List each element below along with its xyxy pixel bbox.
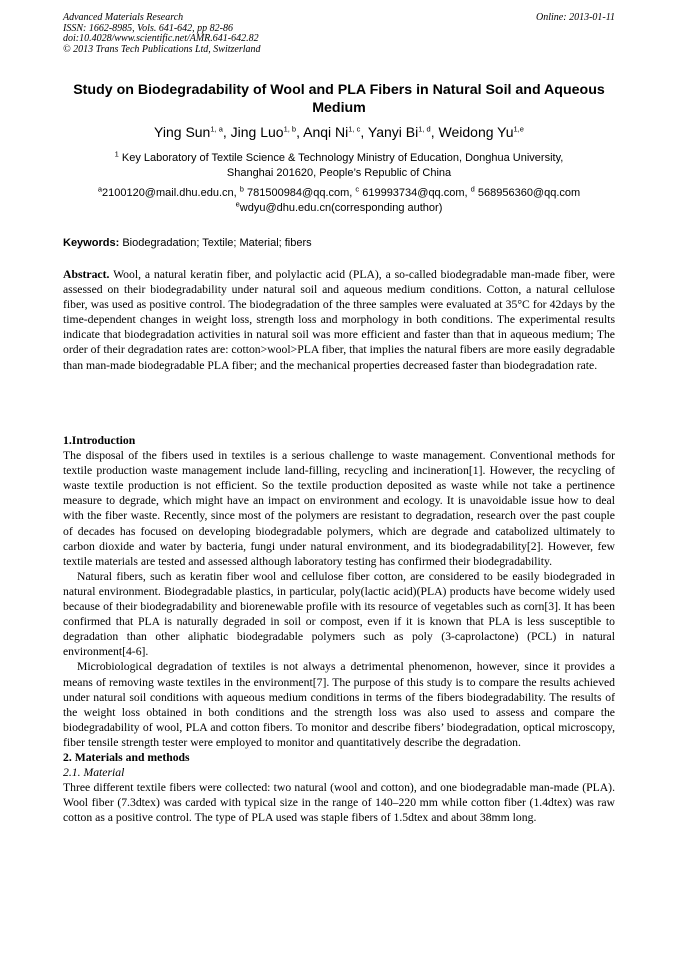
section-heading: 1.Introduction	[63, 434, 136, 447]
author: Weidong Yu$^{1,e}$	[438, 124, 524, 140]
section-heading: 2. Materials and methods	[63, 750, 190, 764]
paragraph: Microbiological degradation of textiles is not always a detrimental phenomenon, however, since it provides a means of removing waste textiles in the environment[7]. The purpose of this study is to compare the results achieved under natural soil conditions with aqueous medium conditions in terms of the fibers biodegradability. The results of the weight loss obtained in both conditions and the strength loss was also used to assess and compare the biodegradability of wool, PLA and cotton fibers. To monitor and describe fibers’ biodegradation, optical microscopy, fiber tensile strength tester were employed to monitor and quantitatively describe the degradation.	[63, 660, 615, 749]
paragraph: Natural fibers, such as keratin fiber wool and cellulose fiber cotton, are considered to be easily biodegraded in natural environment. Biodegradable plastics, in particular, poly(lactic acid)(PLA) products have become widely used because of their biodegradability and biorenewable profile with its resource of vegetables such as corn[3]. It has been confirmed that PLA is naturally degraded in soil or compost, even if it is known that PLA is less susceptible to degradation than other aliphatic biodegradable polymers such as poly (3-caprolactone) (PCL) in natural environment[4-6].	[63, 569, 615, 659]
email: 2100120@mail.dhu.edu.cn,	[101, 187, 240, 199]
email: 781500984@qq.com,	[246, 187, 356, 199]
affiliation: $^1$ Key Laboratory of Textile Science & Technology Ministry of Education, Donghua University, Shanghai 201620, People’s Republic of China	[114, 149, 564, 179]
email: 568956360@qq.com	[477, 187, 581, 199]
journal-name: Advanced Materials Research	[63, 12, 184, 23]
journal-header	[63, 13, 261, 55]
author: Jing Luo$^{1, b}$,	[230, 124, 304, 140]
main-text	[63, 433, 615, 825]
copyright-line: © 2013 Trans Tech Publications Ltd, Switzerland	[63, 43, 261, 55]
online-date: Online: 2013-01-11	[536, 12, 615, 23]
keywords	[63, 236, 615, 250]
keywords-text: Biodegradation; Textile; Material; fibers	[122, 237, 312, 249]
email-list: $^a$2100120@mail.dhu.edu.cn, $^b$ 781500984@qq.com, $^c$ 619993734@qq.com, $^d$ 568956360@qq.com $^e$wdyu@dhu.edu.cn(corresponding author)	[97, 184, 581, 214]
author: Yanyi Bi$^{1, d}$,	[367, 124, 439, 140]
author: Ying Sun$^{1, a}$,	[154, 124, 231, 140]
paper-title: Study on Biodegradability of Wool and PLA Fibers in Natural Soil and Aqueous Medium	[73, 82, 605, 116]
issn-line: ISSN: 1662-8985, Vols. 641-642, pp 82-86	[63, 22, 233, 34]
keywords-label: Keywords:	[63, 237, 120, 249]
abstract	[63, 267, 615, 373]
abstract-label: Abstract.	[63, 268, 110, 281]
email: 619993734@qq.com,	[362, 187, 471, 199]
doi-line[interactable]: doi:10.4028/www.scientific.net/AMR.641-642.82	[63, 33, 259, 44]
subsection-heading: 2.1. Material	[63, 766, 125, 780]
paragraph: Three different textile fibers were collected: two natural (wool and cotton), and one biodegradable man-made (PLA). Wool fiber (7.3dtex) was carded with typical size in the range of 140–220 mm while cotton fiber (1.4dtex) was raw cotton as a positive control. The type of PLA used was staple fibers of 1.5dtex and about 38mm long.	[63, 781, 615, 825]
paragraph: The disposal of the fibers used in textiles is a serious challenge to waste management. Conventional methods for textile production waste management include land-filling, recycling and incineration[1]. However, the recycling of waste textile production is not efficient. So the textile production deposited as waste while not take a pertinence measure to degrade, which might have an impact on environment and ecology. It is unavoidable issue how to deal with the fiber waste. Recently, since most of the polymers are resistant to degradation, research over the past couple of decades has focused on developing biodegradable polymers, which are degrade and catabolized ultimately to carbon dioxide and water by bacteria, fungi under natural environment, and its biodegradability[2]. However, few textile materials are tested and assessed although laboratory testing has confirmed their biodegradability.	[63, 449, 615, 568]
abstract-text: Wool, a natural keratin fiber, and polylactic acid (PLA), a so-called biodegradable man-made fiber, were assessed on their biodegradability under natural soil and aqueous medium conditions. Cotton, a natural cellulose fiber, was used as positive control. The biodegradation of the three samples were evaluated at 35°C for 42days by the time-dependent changes in weight loss, strength loss and morphology in both conditions. The experimental results indicate that biodegradation activities in natural soil was more efficient and faster than that in aqueous medium; The order of their degradation rates are: cotton>wool>PLA fiber, that implies the natural fibers are more easily degradable than man-made biodegradable PLA fiber; and the mechanical properties decreased faster than biodegradation rate.	[63, 268, 615, 372]
email: wdyu@dhu.edu.cn(corresponding author)	[239, 201, 443, 214]
author-list	[30, 123, 648, 141]
author: Anqi Ni$^{1, c}$,	[303, 124, 368, 140]
